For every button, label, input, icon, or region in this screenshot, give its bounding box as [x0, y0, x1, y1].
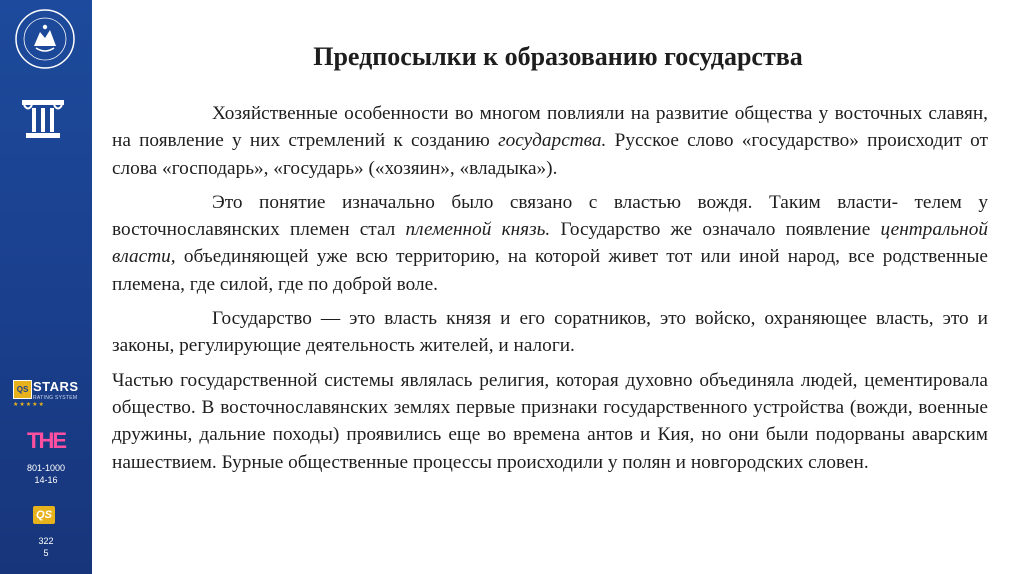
emphasized-term: центральной власти, — [112, 219, 988, 268]
the-rank-year: 14-16 — [34, 475, 58, 485]
body-paragraph — [112, 305, 988, 360]
greek-column-icon — [20, 98, 66, 140]
paragraph-text: Русское слово «государство» происходит от слова «господарь», «государь» («хозяин», «владыка»). — [112, 130, 988, 179]
qs-stars-badge — [13, 378, 79, 412]
the-ranking-logo: THE — [27, 428, 65, 453]
stars-subtitle: RATING SYSTEM — [33, 395, 78, 401]
body-paragraph — [112, 367, 988, 476]
stars-rating: ★★★★★ — [13, 401, 45, 408]
emphasized-term: племенной князь. — [405, 219, 551, 241]
stars-title: STARS — [33, 379, 79, 394]
slide-body — [112, 100, 988, 476]
qs-stars-count: 5 — [43, 548, 49, 558]
paragraph-text: Хозяйственные особенности во многом повлияли на развитие общества у восточных славян, на появление у них стремлений к созданию — [112, 103, 988, 152]
paragraph-text: объединяющей уже всю территорию, на которой живет тот или иной народ, все родственные племена, где силой, где по доброй воле. — [112, 246, 988, 295]
paragraph-text: Государство же означало появление — [550, 219, 881, 241]
slide-title: Предпосылки к образованию государства — [313, 42, 803, 71]
body-paragraph — [112, 100, 988, 182]
paragraph-text: Государство — это власть князя и его соратников, это войско, охраняющее власть, это и законы, регулирующие деятельность жителей, и налоги. — [112, 308, 988, 357]
the-rank: 801-1000 — [26, 463, 66, 473]
sidebar — [0, 0, 92, 574]
qs-rank: 322 — [38, 536, 54, 546]
qs-stars-box: QS — [13, 380, 32, 399]
emphasized-term: государства. — [498, 130, 607, 152]
paragraph-text: Частью государственной системы являлась религия, которая духовно объединяла людей, цементировала общество. В восточнославянских землях первые признаки государственного устройства (вожди, военные дружины, дальние походы) проявились еще во времена антов и Кия, но они были подорваны аварским нашествием. Бурные общественные процессы происходили у полян и новгородских словен. — [112, 369, 988, 473]
qs-logo: QS — [33, 506, 55, 524]
body-paragraph — [112, 189, 988, 298]
paragraph-text: Это понятие изначально было связано с властью вождя. Таким власти- телем у восточнославянских племен стал — [112, 191, 988, 241]
university-emblem-icon — [14, 8, 76, 70]
